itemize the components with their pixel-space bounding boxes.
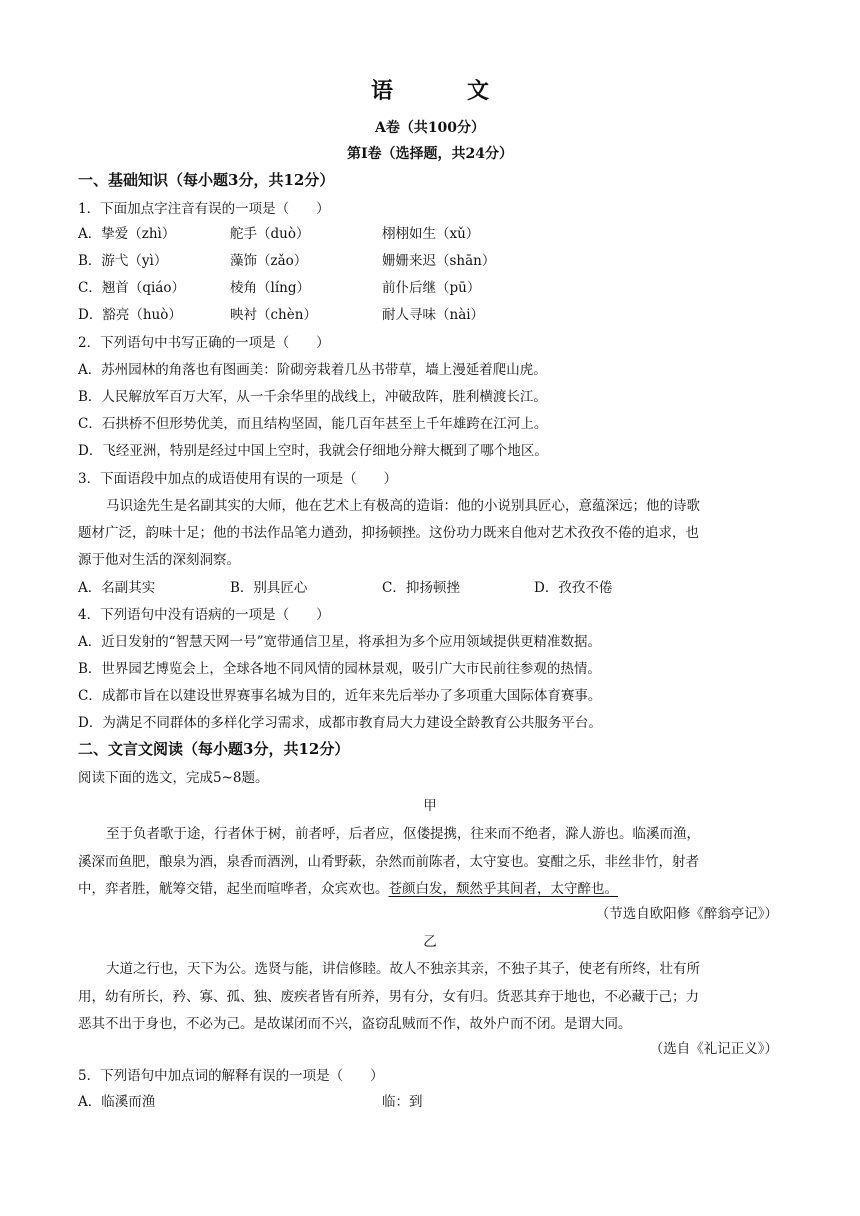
jia-line-1: 至于负者歌于途，行者休于树，前者呼，后者应，伛偻提携，往来而不绝者，滁人游也。临溪而渔， [106, 826, 700, 842]
q4-option-b: B．世界园艺博览会上，全球各地不同风情的园林景观，吸引广大市民前往参观的热情。 [78, 661, 601, 677]
part-one-heading: 第Ⅰ卷（选择题，共24分） [346, 146, 514, 162]
q3-passage-line-1: 马识途先生是名副其实的大师，他在艺术上有极高的造诣：他的小说别具匠心，意蕴深远；他的诗歌 [106, 498, 700, 514]
jia-line-2: 溪深而鱼肥，酿泉为酒，泉香而酒洌，山肴野蔌，杂然而前陈者，太守宴也。宴酣之乐，非丝非竹，射者 [78, 854, 699, 870]
paper-a-heading: A卷（共100分） [374, 120, 486, 136]
q1-a-2: 舵手（duò） [230, 226, 310, 242]
q1-a-3: 栩栩如生（xǔ） [382, 226, 480, 242]
q4-option-d: D．为满足不同群体的多样化学习需求，成都市教育局大力建设全龄教育公共服务平台。 [78, 715, 602, 731]
q1-c-3: 前仆后继（pū） [382, 280, 481, 296]
jia-line-3-wrap [78, 877, 618, 897]
q3-passage-line-2: 题材广泛，韵味十足；他的书法作品笔力遒劲，抑扬顿挫。这份功力既来自他对艺术孜孜不倦的追求，也 [78, 525, 699, 541]
q2-option-d: D．飞经亚洲，特别是经过中国上空时，我就会仔细地分辩大概到了哪个地区。 [78, 443, 548, 459]
q3-passage-line-3: 源于他对生活的深刻洞察。 [78, 552, 240, 568]
yi-line-1: 大道之行也，天下为公。选贤与能，讲信修睦。故人不独亲其亲，不独子其子，使老有所终，壮有所 [106, 961, 700, 977]
q2-option-a: A．苏州园林的角落也有图画美：阶砌旁栽着几丛书带草，墙上漫延着爬山虎。 [78, 362, 547, 378]
yi-line-3: 恶其不出于身也，不必为己。是故谋闭而不兴，盗窃乱贼而不作，故外户而不闭。是谓大同。 [78, 1016, 632, 1032]
jia-underlined-sentence: 苍颜白发，颓然乎其间者，太守醉也。 [388, 881, 618, 897]
section1-heading: 一、基础知识（每小题3分，共12分） [78, 171, 335, 189]
q2-option-c: C．石拱桥不但形势优美，而且结构坚固，能几百年甚至上千年雄跨在江河上。 [78, 416, 548, 432]
yi-source: （选自《礼记正义》） [649, 1041, 778, 1057]
q4-stem: 4．下列语句中没有语病的一项是（ ） [78, 607, 330, 623]
jia-line-3: 中，弈者胜，觥筹交错，起坐而喧哗者，众宾欢也。 [78, 881, 389, 897]
q1-c-2: 棱角（líng） [230, 280, 310, 296]
q3-option-a: A．名副其实 [78, 580, 156, 596]
q2-stem: 2．下列语句中书写正确的一项是（ ） [78, 335, 330, 351]
q5-stem: 5．下列语句中加点词的解释有误的一项是（ ） [78, 1068, 384, 1084]
q3-option-d: D．孜孜不倦 [534, 580, 613, 596]
q1-stem: 1．下面加点字注音有误的一项是（ ） [78, 201, 330, 217]
q3-option-b: B．别具匠心 [230, 580, 308, 596]
section2-heading: 二、文言文阅读（每小题3分，共12分） [78, 740, 350, 758]
q1-d-1: D．豁亮（huò） [78, 307, 182, 323]
q1-b-2: 藻饰（zǎo） [230, 253, 308, 269]
q1-d-2: 映衬（chèn） [230, 307, 317, 323]
q5-option-a-gloss: 临：到 [382, 1094, 423, 1110]
q4-option-a: A．近日发射的“智慧天网一号”宽带通信卫星，将承担为多个应用领域提供更精准数据。 [78, 634, 602, 650]
q3-stem: 3．下面语段中加点的成语使用有误的一项是（ ） [78, 471, 398, 487]
q4-option-c: C．成都市旨在以建设世界赛事名城为目的，近年来先后举办了多项重大国际体育赛事。 [78, 688, 602, 704]
jia-source: （节选自欧阳修《醉翁亭记》） [595, 906, 778, 922]
q1-b-1: B．游弋（yì） [78, 253, 168, 269]
q2-option-b: B．人民解放军百万大军，从一千余华里的战线上，冲破敌阵，胜利横渡长江。 [78, 389, 547, 405]
q1-a-1: A．挚爱（zhì） [78, 226, 176, 242]
q1-c-1: C．翘首（qiáo） [78, 280, 185, 296]
q1-b-3: 姗姗来迟（shān） [382, 253, 496, 269]
q5-option-a: A．临溪而渔 [78, 1094, 156, 1110]
q3-option-c: C．抑扬顿挫 [382, 580, 460, 596]
section2-instruction: 阅读下面的选文，完成5~8题。 [78, 770, 269, 786]
passage-yi-label: 乙 [423, 934, 437, 950]
q1-d-3: 耐人寻味（nài） [382, 307, 485, 323]
passage-jia-label: 甲 [423, 798, 437, 814]
page-title: 语 文 [370, 78, 515, 104]
yi-line-2: 用，幼有所长，矜、寡、孤、独、废疾者皆有所养，男有分，女有归。货恶其弃于地也，不必藏于己；力 [78, 989, 699, 1005]
